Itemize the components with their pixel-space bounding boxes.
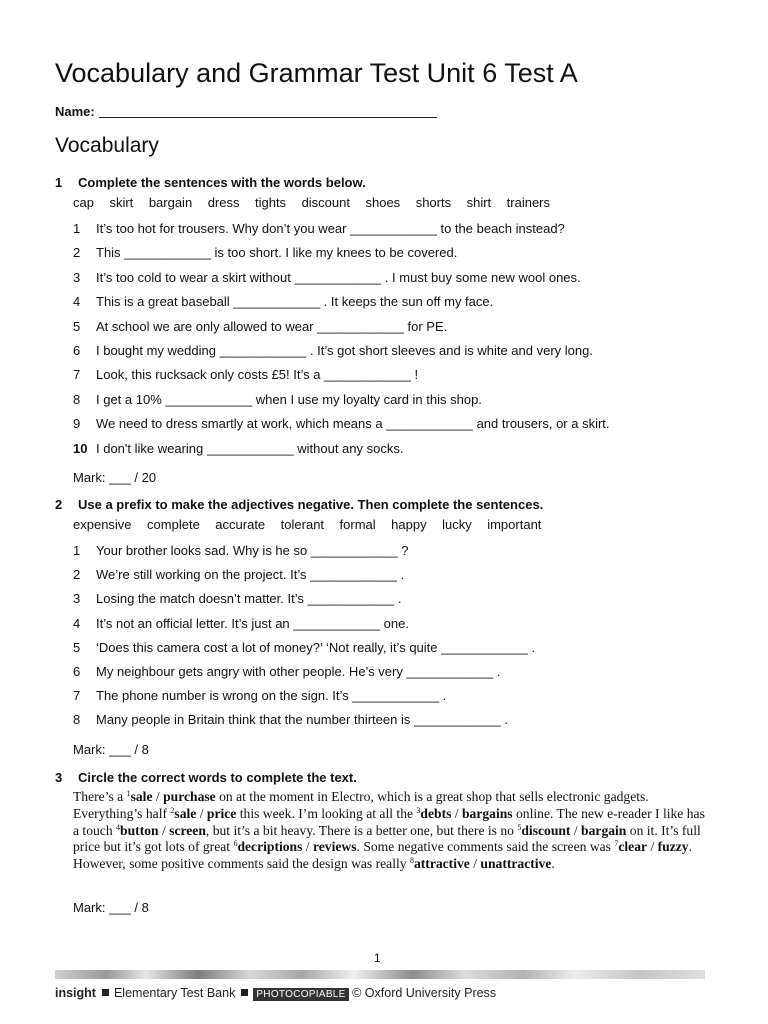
q3-word-option[interactable]: bargains [461,805,513,821]
q2-item-text: The phone number is wrong on the sign. It’s ____________ . [96,688,447,704]
name-label: Name: [55,104,95,119]
q2-instruction: Use a prefix to make the adjectives negative. Then complete the sentences. [78,497,544,512]
q1-item [73,392,482,407]
q2-word: tolerant [280,517,325,532]
q2-item [73,543,408,558]
section-title: Vocabulary [55,134,159,157]
q3-text-segment: this week. I’m looking at all the [236,805,417,821]
q1-item-number: 7 [73,367,81,383]
q1-item [73,441,403,456]
q2-item-text: It’s not an official letter. It’s just an ____________ one. [96,615,409,631]
q3-instruction: Circle the correct words to complete the text. [78,770,357,785]
q1-item-text: At school we are only allowed to wear ____________ for PE. [96,318,448,334]
q3-word-option[interactable]: debts [420,805,452,821]
q1-item-text: I bought my wedding ____________ . It’s got short sleeves and is white and very long. [96,343,593,358]
name-field [55,104,437,119]
q3-word-option[interactable]: sale [130,789,153,804]
q1-word: shoes [365,195,401,210]
q1-item-text: We need to dress smartly at work, which means a ____________ and trousers, or a skirt. [96,416,610,432]
q3-word-option[interactable]: purchase [163,789,216,804]
q1-item-number: 4 [73,294,81,310]
q2-item-number: 2 [73,567,81,583]
q1-item-text: I get a 10% ____________ when I use my loyalty card in this shop. [96,391,482,407]
footer-square-icon [102,989,109,996]
footer-bank: Elementary Test Bank [113,986,236,1000]
q2-item-number: 6 [73,664,81,679]
q1-item-number: 6 [73,343,81,358]
q3-text-segment: / [152,789,164,804]
q3-word-option[interactable]: bargain [581,822,627,838]
q3-word-option[interactable]: button [120,822,159,838]
q2-item [73,688,446,703]
q3-text-segment: online. The new e-reader I like has a touch [73,805,705,838]
q1-word: shorts [415,195,452,210]
q3-text-segment: / [647,839,658,855]
q2-item [73,591,401,606]
q2-item-number: 3 [73,591,81,607]
q3-text-segment: / [451,805,462,821]
q1-word: trainers [506,195,551,210]
q1-word: discount [301,195,350,210]
q3-word-option[interactable]: unattractive [480,856,552,872]
q3-text-segment: / [469,856,481,872]
page-title: Vocabulary and Grammar Test Unit 6 Test A [55,58,578,88]
q3-text-segment: on it. It’s full price but it’s got lots of great [73,822,701,855]
q1-item [73,416,610,431]
footer [55,986,496,1000]
q1-item-number: 5 [73,318,81,334]
q1-item [73,343,593,358]
q2-item [73,567,404,582]
q3-gap-number: 1 [126,789,131,798]
q1-instruction: Complete the sentences with the words below. [78,175,366,190]
q1-item-number: 3 [73,269,81,285]
footer-publisher: © Oxford University Press [352,986,497,1000]
q2-word: happy [391,517,427,532]
q1-heading [55,175,366,190]
q1-item-number: 10 [73,440,88,456]
q2-item [73,616,409,631]
q3-word-option[interactable]: attractive [413,856,470,872]
q1-item-text: I don't like wearing ____________ without any socks. [96,440,404,456]
footer-photo-strip [55,970,705,979]
q1-item-number: 1 [73,221,81,236]
q1-item-text: This ____________ is too short. I like my knees to be covered. [96,245,458,261]
q2-item-text: Many people in Britain think that the number thirteen is ____________ . [96,712,508,728]
q2-item-number: 8 [73,712,81,728]
q3-word-option[interactable]: sale [174,805,197,821]
q2-word: important [487,517,542,532]
q1-mark: Mark: ___ / 20 [73,470,157,485]
name-blank-line[interactable] [99,105,437,118]
q2-item-text: Losing the match doesn’t matter. It’s ____________ . [96,591,402,607]
q2-heading [55,497,543,512]
q3-text-segment: . Some negative comments said the screen was [356,839,615,855]
q1-word: dress [207,195,240,210]
footer-square-icon [241,989,248,996]
q1-item [73,294,493,309]
q3-gap-number: 2 [170,805,175,815]
q2-word: lucky [442,517,472,532]
page-number: 1 [374,951,381,965]
q2-item-text: Your brother looks sad. Why is he so ____________ ? [96,543,409,558]
q2-item-text: We’re still working on the project. It’s ____________ . [96,567,405,583]
q3-word-option[interactable]: fuzzy [657,839,689,855]
q3-text-segment: . [551,856,555,872]
q2-item-number: 5 [73,639,81,655]
q3-gap-number: 3 [416,805,421,815]
q1-word-bank [73,195,566,210]
q3-heading [55,770,357,785]
q1-word: cap [73,195,94,210]
q3-text-segment: / [570,822,582,838]
q3-text [73,789,713,873]
q1-item-text: It’s too hot for trousers. Why don’t you wear ____________ to the beach instead? [96,221,565,236]
q3-text-segment: on at the moment in Electro, which is a great shop that sells electronic gadgets. Everything’s half [73,789,649,821]
q2-item-number: 4 [73,615,81,631]
q3-word-option[interactable]: screen [169,822,206,838]
q2-item-number: 7 [73,688,81,704]
q2-word: expensive [73,517,132,532]
q3-gap-number: 4 [116,822,121,832]
q1-word: tights [254,195,287,210]
q3-text-segment: / [158,822,170,838]
photocopiable-badge: PHOTOCOPIABLE [253,988,348,1001]
q1-item-text: This is a great baseball ____________ . It keeps the sun off my face. [96,294,494,310]
q2-mark: Mark: ___ / 8 [73,742,149,757]
q1-item [73,319,447,334]
q1-item-text: Look, this rucksack only costs £5! It’s a ____________ ! [96,367,419,383]
q1-word: bargain [148,195,193,210]
q2-word: complete [147,517,200,532]
q3-gap-number: 6 [233,839,238,849]
q3-mark: Mark: ___ / 8 [73,900,149,915]
q1-word: shirt [466,195,492,210]
q2-item-text: My neighbour gets angry with other people. He’s very ____________ . [96,664,501,679]
q3-gap-number: 7 [614,839,619,849]
footer-brand: insight [55,986,96,1000]
q3-word-option[interactable]: clear [618,839,648,855]
q2-item-number: 1 [73,543,81,558]
q3-text-segment: . However, some positive comments said the design was really [73,839,692,872]
q1-item-number: 8 [73,391,81,407]
q2-word-bank [73,517,557,532]
q3-word-option[interactable]: price [206,805,237,821]
q2-word: accurate [215,517,266,532]
q3-text-segment: , but it’s a bit heavy. There is a better one, but there is no [205,822,518,838]
q1-item [73,245,457,260]
q1-item-number: 2 [73,245,81,261]
q2-item [73,712,508,727]
q3-word-option[interactable]: decriptions [237,839,303,855]
q2-item [73,640,535,655]
q3-gap-number: 8 [409,856,414,866]
q2-number: 2 [55,497,63,512]
q1-item [73,270,581,285]
q2-item [73,664,500,679]
q3-text-segment: / [302,839,313,855]
q3-word-option[interactable]: reviews [312,839,357,855]
q3-text-segment: There’s a [73,789,127,804]
q2-item-text: ‘Does this camera cost a lot of money?’ ‘Not really, it’s quite ____________ . [96,639,536,655]
q1-item [73,221,565,236]
q1-item [73,367,418,382]
q1-item-text: It’s too cold to wear a skirt without ____________ . I must buy some new wool ones. [96,269,581,285]
q3-text-segment: / [196,805,207,821]
q3-word-option[interactable]: discount [521,822,571,838]
q1-item-number: 9 [73,416,81,432]
q1-word: skirt [109,195,134,210]
q3-gap-number: 5 [517,822,522,832]
q2-word: formal [339,517,376,532]
q1-number: 1 [55,175,63,190]
q3-number: 3 [55,770,63,785]
